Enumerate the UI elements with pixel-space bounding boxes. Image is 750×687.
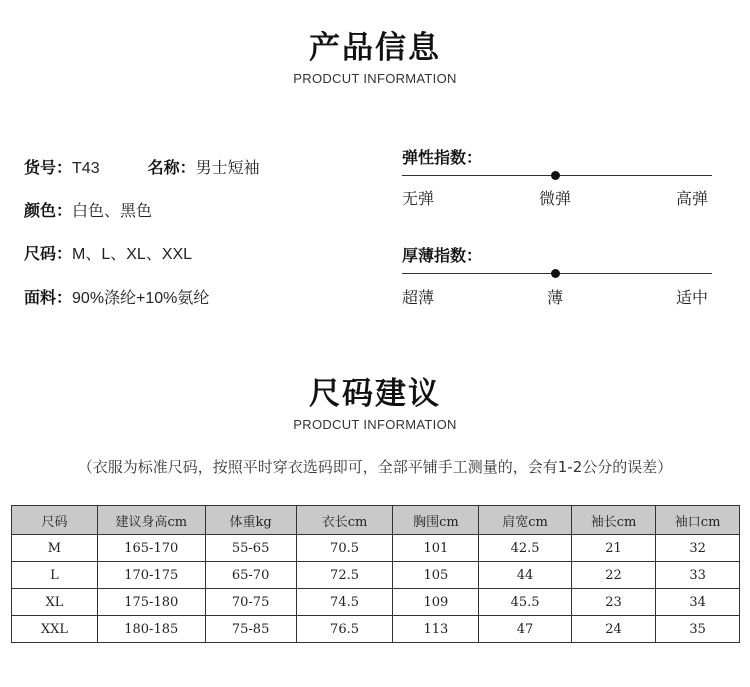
item-no-value: T43 [72,160,100,177]
color-label: 颜色： [24,201,73,220]
table-cell: XXL [12,616,98,643]
table-cell: 180-185 [97,616,205,643]
elasticity-label-low: 无弹 [402,189,435,208]
table-cell: XL [12,589,98,616]
fabric-value: 90%涤纶+10%氨纶 [72,290,210,307]
thickness-label-mid: 薄 [547,288,564,307]
elasticity-label-mid: 微弹 [539,189,572,208]
table-cell: 35 [656,616,740,643]
name-label: 名称： [147,158,196,177]
table-cell: 170-175 [97,562,205,589]
name-value: 男士短袖 [195,158,260,177]
table-row [12,535,740,562]
elasticity-label-high: 高弹 [676,189,709,208]
size-table [11,505,740,643]
table-row [12,589,740,616]
size-table-header-cell: 肩宽cm [479,506,571,535]
thickness-title: 厚薄指数： [402,246,483,265]
size-table-header-cell: 胸围cm [393,506,479,535]
size-label: 尺码： [24,244,73,263]
table-cell: 21 [571,535,655,562]
table-cell: 70.5 [296,535,393,562]
table-cell: 72.5 [296,562,393,589]
table-cell: 45.5 [479,589,571,616]
thickness-label-low: 超薄 [402,288,435,307]
table-cell: 101 [393,535,479,562]
size-table-header-cell: 尺码 [12,506,98,535]
thickness-label-high: 适中 [676,288,709,307]
section-subtitle-size-advice: PRODCUT INFORMATION [293,417,457,432]
table-cell: 165-170 [97,535,205,562]
item-no-label: 货号： [24,158,73,177]
table-cell: 33 [656,562,740,589]
table-cell: 74.5 [296,589,393,616]
table-cell: 34 [656,589,740,616]
size-table-header-cell: 体重kg [205,506,296,535]
size-table-header-row [12,506,740,535]
size-table-body [12,535,740,643]
table-cell: 65-70 [205,562,296,589]
size-table-header-cell: 袖口cm [656,506,740,535]
table-row [12,616,740,643]
table-cell: 42.5 [479,535,571,562]
color-value: 白色、黑色 [72,201,153,220]
info-row-fabric [24,285,209,308]
table-cell: 23 [571,589,655,616]
thickness-indicator-dot [551,269,560,278]
table-row [12,562,740,589]
table-cell: 44 [479,562,571,589]
table-cell: 22 [571,562,655,589]
info-row-item-name [24,155,260,178]
info-row-color [24,198,152,221]
table-cell: 109 [393,589,479,616]
table-cell: 47 [479,616,571,643]
size-table-header-cell: 建议身高cm [97,506,205,535]
table-cell: 24 [571,616,655,643]
table-cell: M [12,535,98,562]
section-title-size-advice: 尺码建议 [309,376,441,412]
table-cell: 70-75 [205,589,296,616]
table-cell: 75-85 [205,616,296,643]
elasticity-indicator-dot [551,171,560,180]
table-cell: 55-65 [205,535,296,562]
elasticity-title: 弹性指数： [402,148,483,167]
size-value: M、L、XL、XXL [72,246,193,263]
table-cell: 32 [656,535,740,562]
fabric-label: 面料： [24,288,73,307]
info-row-size [24,241,192,264]
table-cell: L [12,562,98,589]
size-table-header-cell: 衣长cm [296,506,393,535]
table-cell: 113 [393,616,479,643]
measurement-note: （衣服为标准尺码，按照平时穿衣选码即可，全部平铺手工测量的，会有1-2公分的误差） [77,458,673,476]
section-title-product-info: 产品信息 [309,30,441,66]
table-cell: 105 [393,562,479,589]
table-cell: 76.5 [296,616,393,643]
size-table-header-cell: 袖长cm [571,506,655,535]
section-subtitle-product-info: PRODCUT INFORMATION [293,71,457,86]
table-cell: 175-180 [97,589,205,616]
